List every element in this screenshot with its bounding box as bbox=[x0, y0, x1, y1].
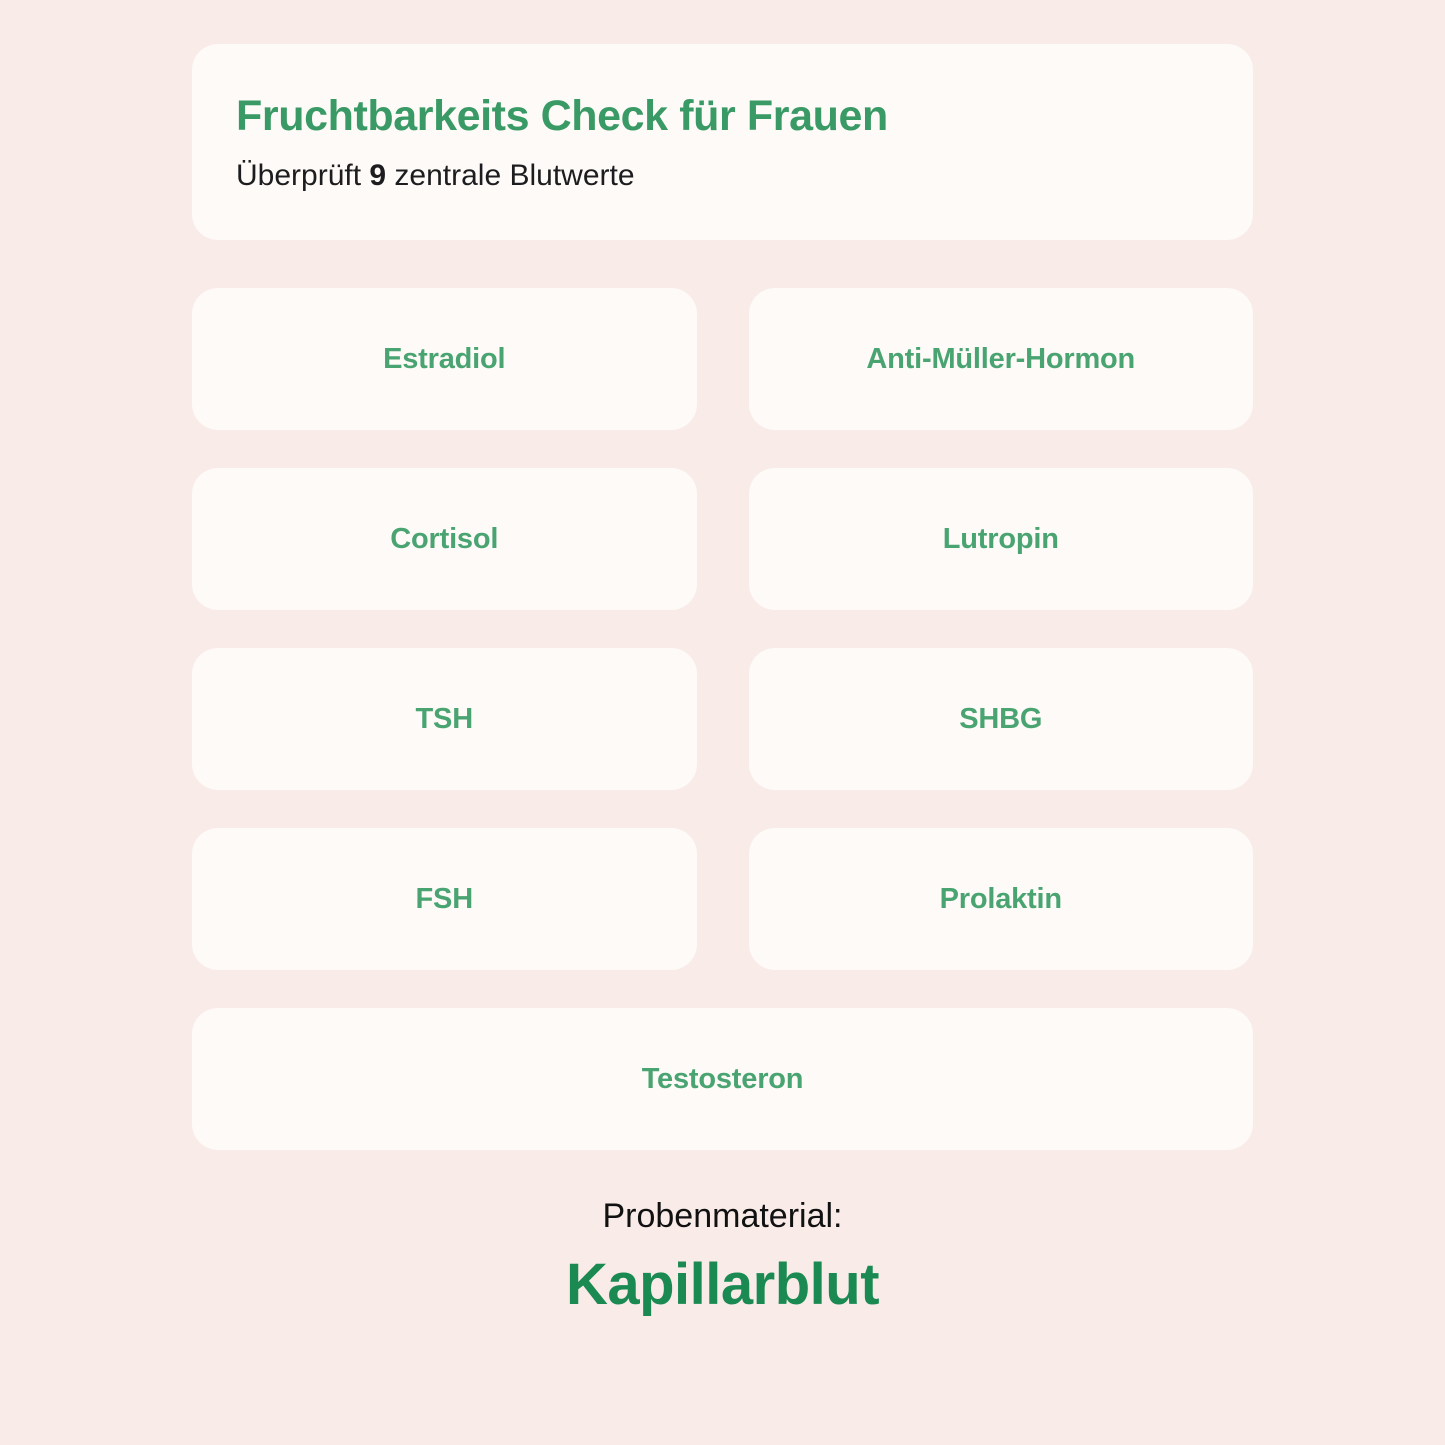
marker-card-anti-mueller-hormon bbox=[749, 288, 1254, 430]
marker-card-testosteron bbox=[192, 1008, 1253, 1150]
marker-card-fsh bbox=[192, 828, 697, 970]
marker-label: Estradiol bbox=[383, 342, 506, 375]
header-card bbox=[192, 44, 1253, 240]
marker-label: TSH bbox=[415, 702, 473, 735]
marker-grid bbox=[192, 288, 1253, 1150]
marker-label: Lutropin bbox=[942, 522, 1059, 555]
marker-label: Anti-Müller-Hormon bbox=[866, 342, 1136, 375]
marker-card-shbg bbox=[749, 648, 1254, 790]
marker-card-cortisol bbox=[192, 468, 697, 610]
marker-card-prolaktin bbox=[749, 828, 1254, 970]
sample-material-value: Kapillarblut bbox=[565, 1251, 880, 1317]
marker-label: SHBG bbox=[959, 702, 1043, 735]
page-subtitle bbox=[236, 158, 1209, 194]
marker-label: Testosteron bbox=[641, 1062, 804, 1095]
subtitle-suffix: zentrale Blutwerte bbox=[386, 159, 635, 193]
page-title: Fruchtbarkeits Check für Frauen bbox=[236, 92, 888, 140]
marker-label: FSH bbox=[415, 882, 473, 915]
marker-label: Cortisol bbox=[390, 522, 499, 555]
sample-material-label: Probenmaterial: bbox=[602, 1197, 843, 1236]
marker-card-lutropin bbox=[749, 468, 1254, 610]
marker-card-tsh bbox=[192, 648, 697, 790]
sample-material-section bbox=[192, 1196, 1253, 1317]
marker-card-estradiol bbox=[192, 288, 697, 430]
subtitle-count: 9 bbox=[369, 159, 387, 193]
subtitle-prefix: Überprüft bbox=[236, 159, 370, 193]
marker-label: Prolaktin bbox=[939, 882, 1062, 915]
